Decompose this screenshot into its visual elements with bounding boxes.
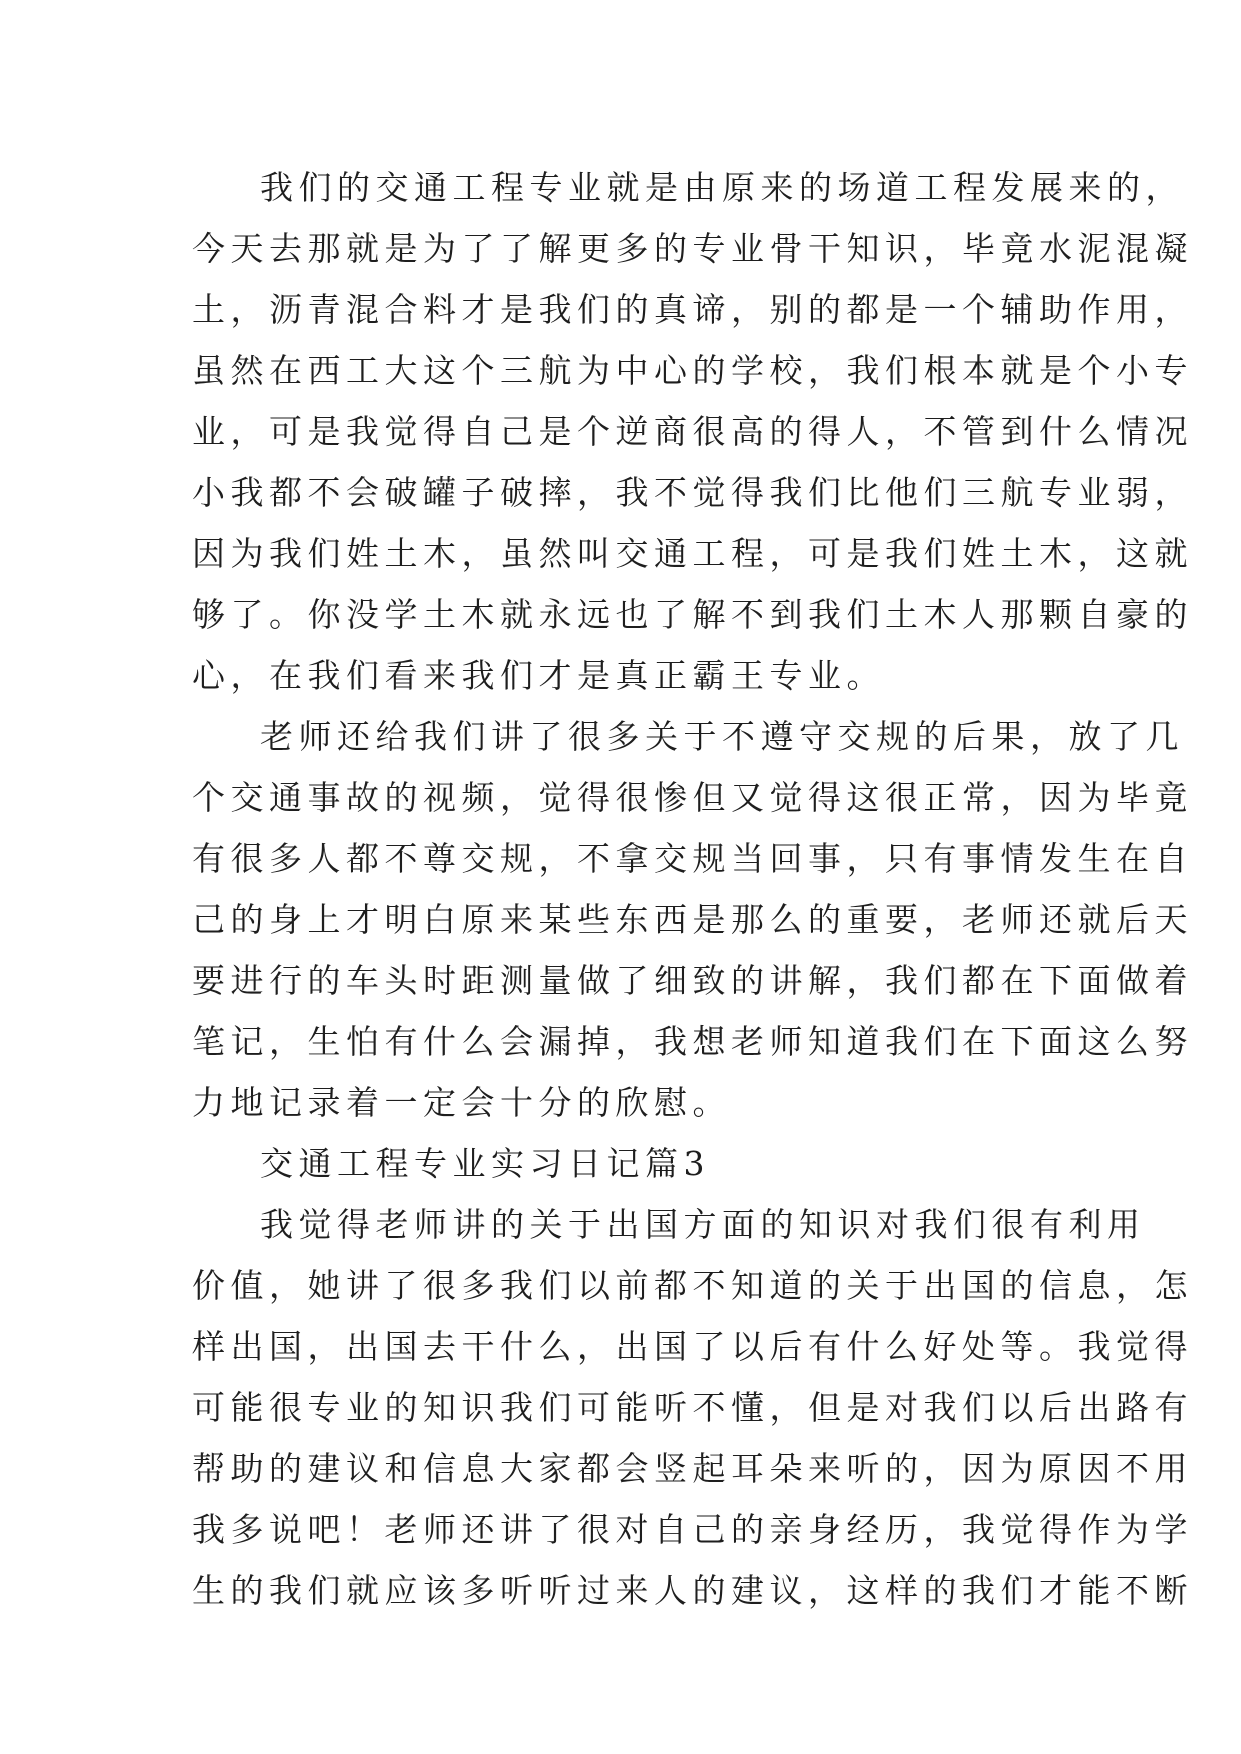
text-line: 个交通事故的视频，觉得很惨但又觉得这很正常，因为毕竟 xyxy=(192,778,1193,817)
text-line: 己的身上才明白原来某些东西是那么的重要，老师还就后天 xyxy=(192,900,1193,939)
text-line: 虽然在西工大这个三航为中心的学校，我们根本就是个小专 xyxy=(192,351,1193,390)
text-line: 笔记，生怕有什么会漏掉，我想老师知道我们在下面这么努 xyxy=(192,1022,1193,1061)
text-line: 心，在我们看来我们才是真正霸王专业。 xyxy=(192,656,885,695)
document-body xyxy=(192,157,1193,1621)
text-line: 帮助的建议和信息大家都会竖起耳朵来听的，因为原因不用 xyxy=(192,1449,1193,1488)
text-line: 今天去那就是为了了解更多的专业骨干知识，毕竟水泥混凝 xyxy=(192,229,1193,268)
text-line: 我多说吧！老师还讲了很对自己的亲身经历，我觉得作为学 xyxy=(192,1510,1193,1549)
text-line: 价值，她讲了很多我们以前都不知道的关于出国的信息，怎 xyxy=(192,1266,1193,1305)
text-line: 因为我们姓土木，虽然叫交通工程，可是我们姓土木，这就 xyxy=(192,534,1193,573)
section-heading: 交通工程专业实习日记篇3 xyxy=(260,1144,710,1183)
text-line: 我觉得老师讲的关于出国方面的知识对我们很有利用 xyxy=(260,1205,1146,1244)
text-line: 够了。你没学土木就永远也了解不到我们土木人那颗自豪的 xyxy=(192,595,1193,634)
text-line: 有很多人都不尊交规，不拿交规当回事，只有事情发生在自 xyxy=(192,839,1193,878)
text-line: 老师还给我们讲了很多关于不遵守交规的后果，放了几 xyxy=(260,717,1184,756)
text-line: 要进行的车头时距测量做了细致的讲解，我们都在下面做着 xyxy=(192,961,1193,1000)
text-line: 力地记录着一定会十分的欣慰。 xyxy=(192,1083,731,1122)
text-line: 样出国，出国去干什么，出国了以后有什么好处等。我觉得 xyxy=(192,1327,1193,1366)
text-line: 土，沥青混合料才是我们的真谛，别的都是一个辅助作用， xyxy=(192,290,1193,329)
text-line: 小我都不会破罐子破摔，我不觉得我们比他们三航专业弱， xyxy=(192,473,1193,512)
text-line: 我们的交通工程专业就是由原来的场道工程发展来的， xyxy=(260,168,1184,207)
text-line: 业，可是我觉得自己是个逆商很高的得人，不管到什么情况 xyxy=(192,412,1193,451)
text-line: 生的我们就应该多听听过来人的建议，这样的我们才能不断 xyxy=(192,1571,1193,1610)
text-line: 可能很专业的知识我们可能听不懂，但是对我们以后出路有 xyxy=(192,1388,1193,1427)
